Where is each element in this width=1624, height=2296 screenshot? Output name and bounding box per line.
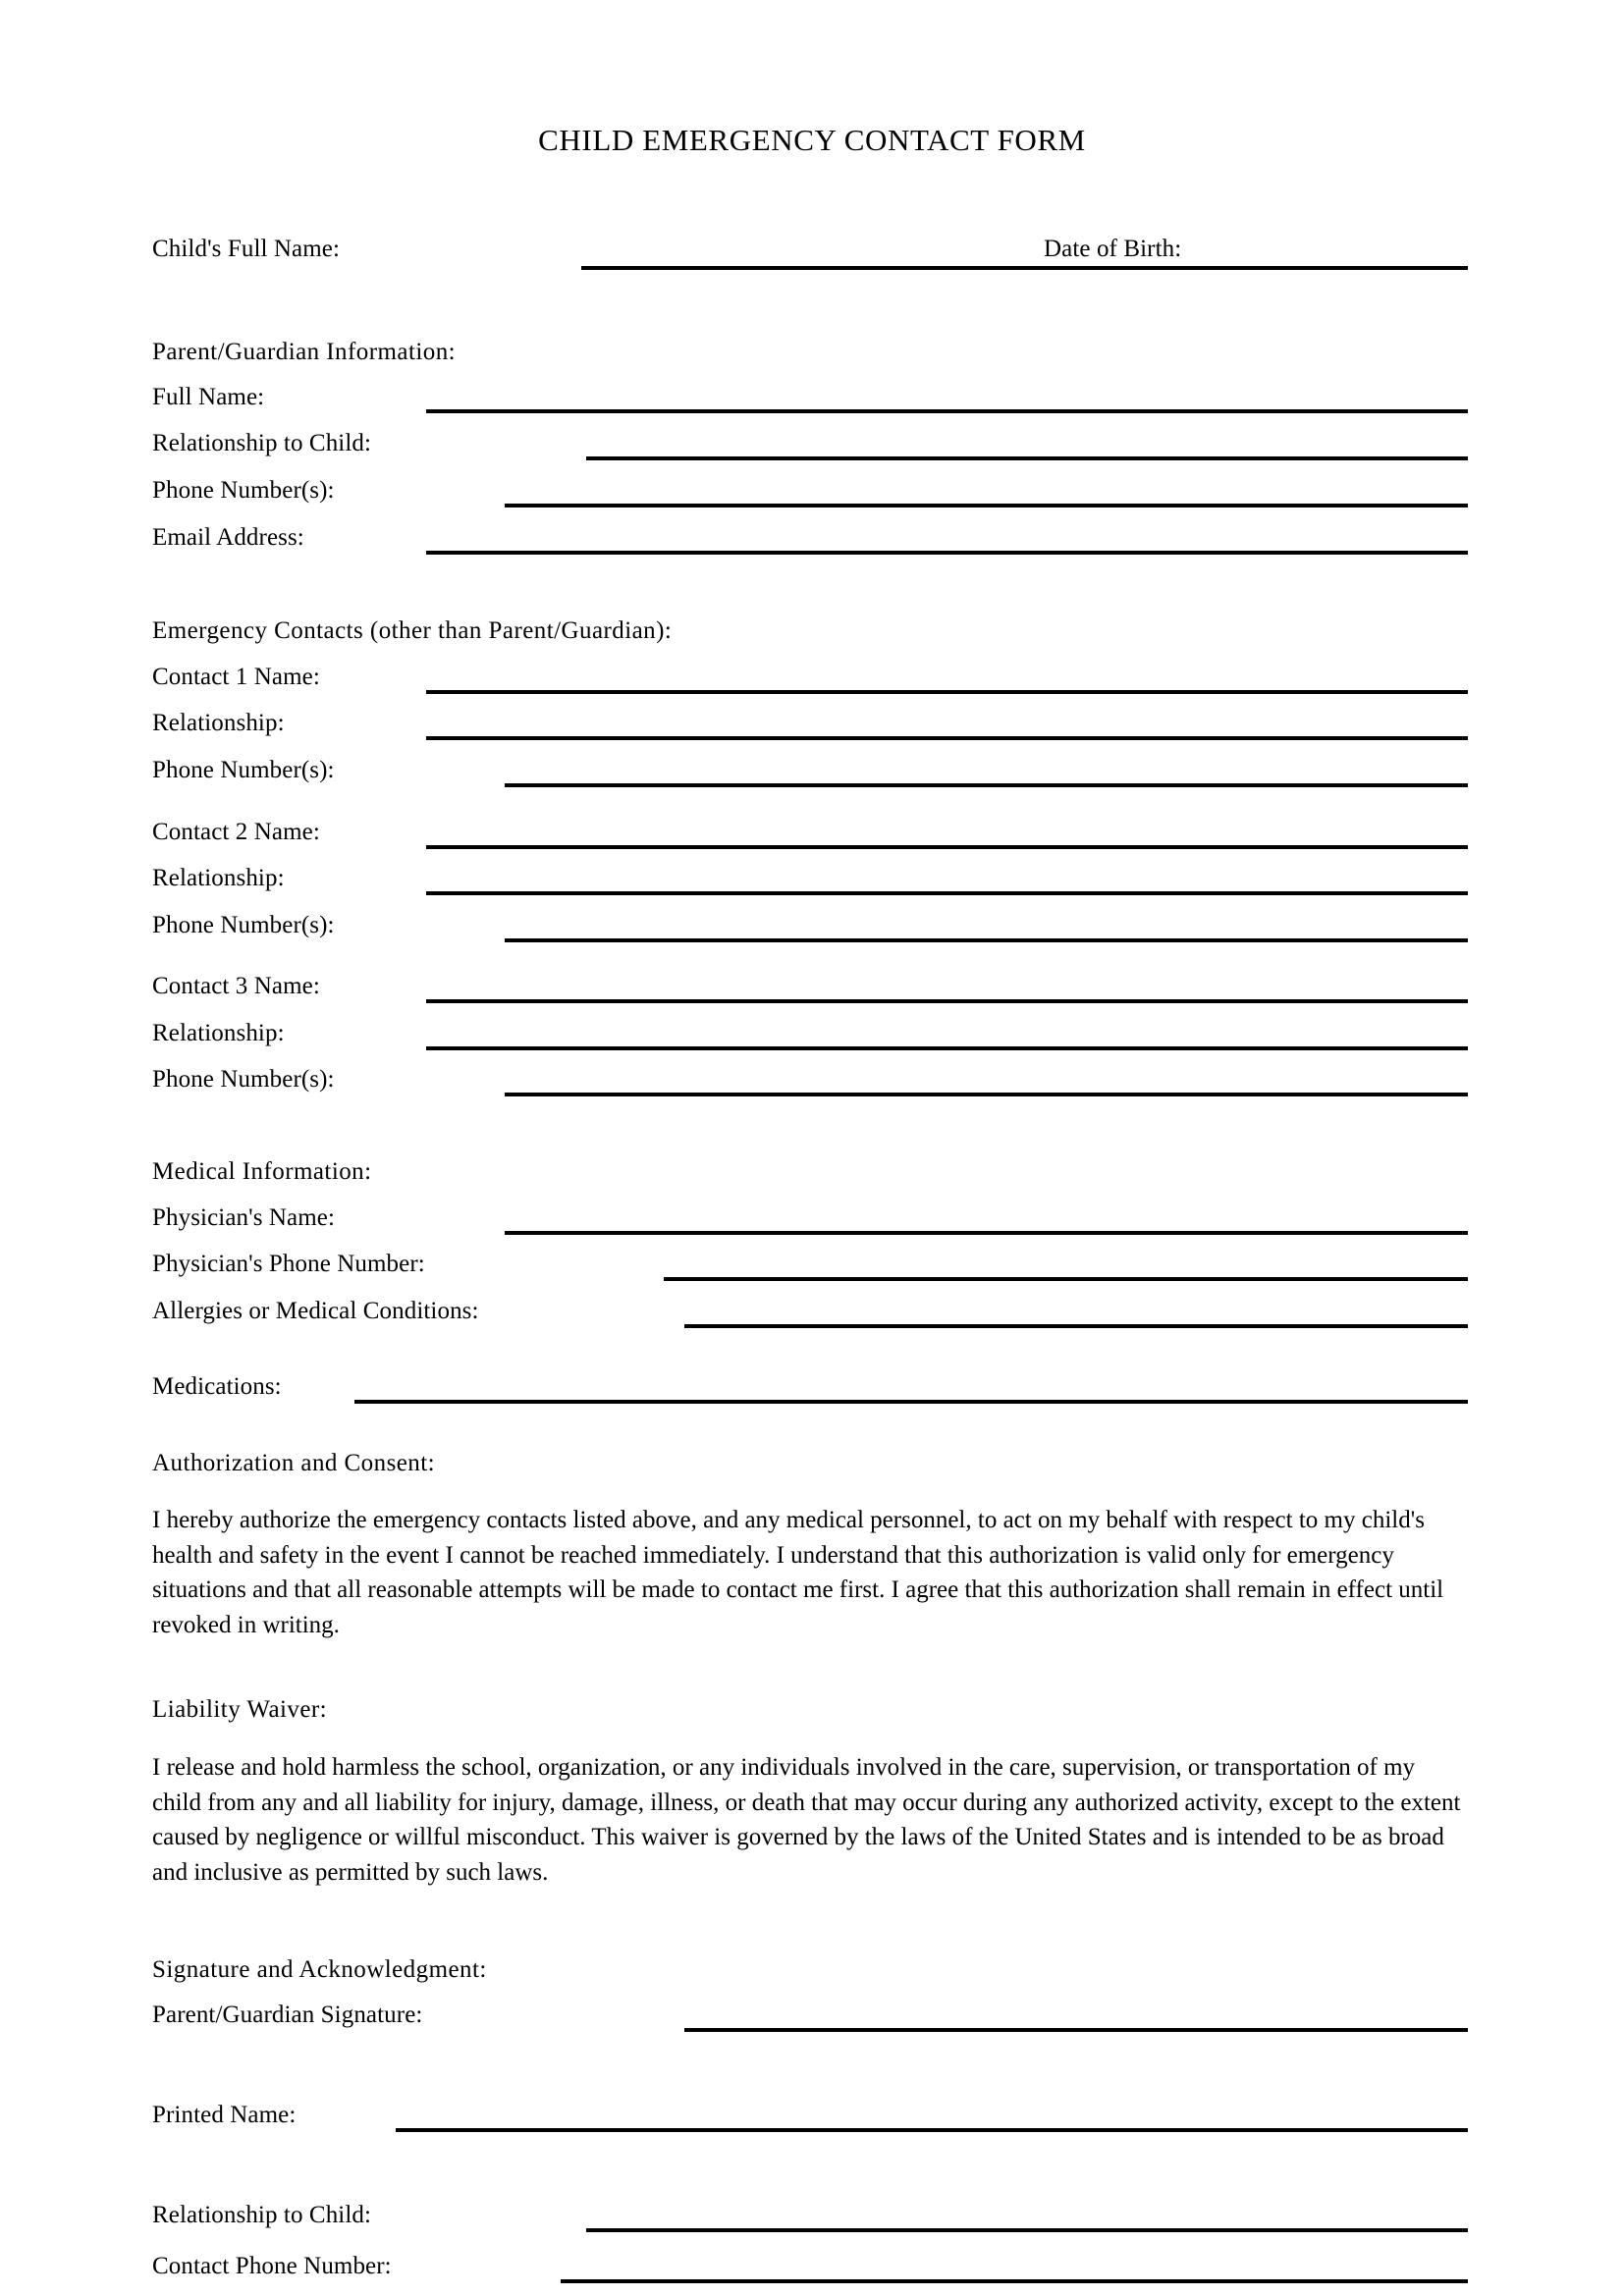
section-heading-liability-waiver: Liability Waiver: (152, 1696, 328, 1723)
section-heading-emergency-contacts: Emergency Contacts (other than Parent/Guardian): (152, 617, 673, 644)
input-line-physicians-name[interactable] (505, 1231, 1468, 1235)
section-heading-signature-and-acknowledgment: Signature and Acknowledgment: (152, 1956, 487, 1983)
input-line-parent-full-name[interactable] (426, 409, 1468, 413)
label-parent-phone-numbers: Phone Number(s): (152, 477, 335, 504)
input-line-contact-phone-number[interactable] (561, 2279, 1468, 2283)
label-date-of-birth: Date of Birth: (1044, 236, 1182, 262)
input-line-parent-relationship-to-child[interactable] (586, 456, 1468, 460)
authorization-paragraph: I hereby authorize the emergency contacts listed above, and any medical personnel, to act on my behalf with respect to my child's health and safety in the event I cannot be reached immediately. I understand that this authorization is valid only for emergency situations and that all reasonable attempts will be made to contact me first. I agree that this authorization shall remain in effect until revoked in writing. (152, 1507, 1444, 1638)
input-line-parent-email-address[interactable] (426, 551, 1468, 555)
label-contact-phone-number: Contact Phone Number: (152, 2253, 392, 2279)
label-printed-name: Printed Name: (152, 2102, 297, 2128)
section-heading-medical-information: Medical Information: (152, 1158, 372, 1185)
section-heading-parent-guardian: Parent/Guardian Information: (152, 339, 457, 365)
input-line-signature-relationship-to-child[interactable] (586, 2228, 1468, 2232)
input-line-contact-3-relationship[interactable] (426, 1046, 1468, 1050)
input-line-parent-phone-numbers[interactable] (505, 504, 1468, 507)
input-line-allergies-or-medical-conditions[interactable] (684, 1324, 1468, 1328)
label-contact-2-name: Contact 2 Name: (152, 819, 320, 845)
label-contact-1-name: Contact 1 Name: (152, 664, 320, 690)
label-signature-relationship-to-child: Relationship to Child: (152, 2202, 372, 2228)
input-line-contact-1-name[interactable] (426, 690, 1468, 694)
input-line-printed-name[interactable] (396, 2128, 1468, 2132)
label-contact-3-phone-numbers: Phone Number(s): (152, 1066, 335, 1093)
label-allergies-or-medical-conditions: Allergies or Medical Conditions: (152, 1298, 479, 1324)
label-contact-2-phone-numbers: Phone Number(s): (152, 912, 335, 938)
input-line-contact-1-relationship[interactable] (426, 736, 1468, 740)
liability-paragraph: I release and hold harmless the school, organization, or any individuals involved in the care, supervision, or transportation of my child from any and all liability for injury, damage, illness, or death that may occur during any authorized activity, except to the extent caused by negligence or willful misconduct. This waiver is governed by the laws of the United States and is intended to be as broad and inclusive as permitted by such laws. (152, 1754, 1461, 1886)
label-contact-3-relationship: Relationship: (152, 1020, 285, 1046)
label-parent-full-name: Full Name: (152, 384, 265, 410)
input-line-medications[interactable] (354, 1400, 1468, 1404)
label-physicians-phone-number: Physician's Phone Number: (152, 1251, 425, 1277)
label-childs-full-name: Child's Full Name: (152, 236, 341, 262)
input-line-contact-2-relationship[interactable] (426, 891, 1468, 895)
input-line-contact-2-name[interactable] (426, 845, 1468, 849)
label-physicians-name: Physician's Name: (152, 1204, 336, 1231)
input-line-contact-3-phone-numbers[interactable] (505, 1093, 1468, 1096)
page-title: CHILD EMERGENCY CONTACT FORM (538, 123, 1086, 157)
label-contact-1-relationship: Relationship: (152, 710, 285, 736)
input-line-contact-2-phone-numbers[interactable] (505, 938, 1468, 942)
input-line-contact-1-phone-numbers[interactable] (505, 783, 1468, 787)
input-line-parent-guardian-signature[interactable] (684, 2028, 1468, 2032)
input-line-physicians-phone-number[interactable] (664, 1277, 1468, 1281)
input-line-childs-full-name-and-dob[interactable] (581, 266, 1468, 270)
label-medications: Medications: (152, 1373, 282, 1400)
label-parent-email-address: Email Address: (152, 524, 304, 551)
label-parent-relationship-to-child: Relationship to Child: (152, 430, 372, 456)
label-contact-3-name: Contact 3 Name: (152, 973, 320, 999)
label-parent-guardian-signature: Parent/Guardian Signature: (152, 2002, 423, 2028)
label-contact-1-phone-numbers: Phone Number(s): (152, 757, 335, 783)
input-line-contact-3-name[interactable] (426, 999, 1468, 1003)
section-heading-authorization-and-consent: Authorization and Consent: (152, 1450, 436, 1476)
label-contact-2-relationship: Relationship: (152, 865, 285, 891)
